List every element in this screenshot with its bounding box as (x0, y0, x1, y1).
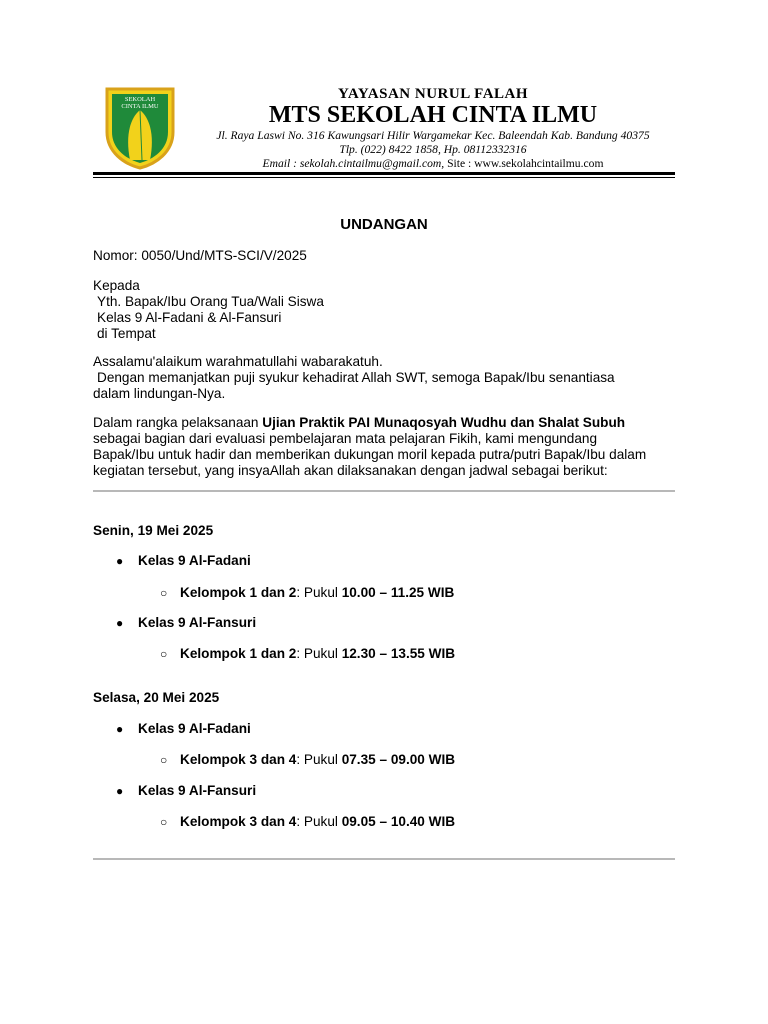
group-name: Kelompok 1 dan 2 (180, 646, 297, 661)
school-logo-shield (104, 86, 176, 170)
time-range: 07.35 – 09.00 WIB (341, 752, 456, 767)
greeting-block (93, 354, 683, 402)
bullet-circle-icon: ○ (160, 815, 168, 829)
class-name: Kelas 9 Al-Fadani (138, 721, 251, 736)
letterhead-text (190, 86, 676, 171)
body-line-1 (93, 415, 683, 431)
recipient-block (93, 278, 683, 342)
school-email: Email : sekolah.cintailmu@gmail.com, (262, 157, 445, 170)
letterhead (0, 0, 768, 185)
school-address: Jl. Raya Laswi No. 316 Kawungsari Hilir Wargamekar Kec. Baleendah Kab. Bandung 40375 (216, 129, 650, 142)
recipient-label: Kepada (93, 278, 140, 293)
divider (93, 858, 675, 860)
schedule-group-item (160, 585, 454, 600)
schedule-class-item (116, 553, 251, 568)
svg-text:CINTA ILMU: CINTA ILMU (121, 103, 159, 110)
recipient-line-2: Kelas 9 Al-Fadani & Al-Fansuri (97, 310, 282, 325)
svg-text:SEKOLAH: SEKOLAH (124, 96, 156, 103)
body-line-4: kegiatan tersebut, yang insyaAllah akan dilaksanakan dengan jadwal sebagai berikut: (93, 463, 608, 478)
letterhead-rule-thick (93, 172, 675, 175)
opening-line-2: dalam lindungan-Nya. (93, 386, 226, 401)
time-range: 10.00 – 11.25 WIB (341, 585, 455, 600)
foundation-name: YAYASAN NURUL FALAH (337, 86, 529, 102)
schedule-day: Senin, 19 Mei 2025 (93, 523, 214, 538)
schedule-day: Selasa, 20 Mei 2025 (93, 690, 220, 705)
letterhead-rule-thin (93, 177, 675, 178)
group-name: Kelompok 3 dan 4 (180, 814, 297, 829)
bullet-circle-icon: ○ (160, 647, 168, 661)
schedule-class-item (116, 721, 251, 736)
bullet-dot-icon: ● (116, 554, 124, 568)
event-name: Ujian Praktik PAI Munaqosyah Wudhu dan Shalat Subuh (262, 415, 626, 430)
class-name: Kelas 9 Al-Fadani (138, 553, 251, 568)
bullet-circle-icon: ○ (160, 753, 168, 767)
time-label: : Pukul (296, 752, 342, 767)
schedule-group-item (160, 752, 455, 767)
time-label: : Pukul (296, 814, 342, 829)
bullet-dot-icon: ● (116, 722, 124, 736)
class-name: Kelas 9 Al-Fansuri (138, 615, 257, 630)
body-line-3: Bapak/Ibu untuk hadir dan memberikan dukungan moril kepada putra/putri Bapak/Ibu dalam (93, 447, 647, 462)
bullet-dot-icon: ● (116, 784, 124, 798)
body-prefix: Dalam rangka pelaksanaan (93, 415, 263, 430)
group-name: Kelompok 3 dan 4 (180, 752, 297, 767)
school-phone: Tlp. (022) 8422 1858, Hp. 08112332316 (339, 143, 527, 156)
bullet-dot-icon: ● (116, 616, 124, 630)
group-name: Kelompok 1 dan 2 (180, 585, 297, 600)
body-paragraph (93, 415, 683, 479)
class-name: Kelas 9 Al-Fansuri (138, 783, 257, 798)
school-name: MTS SEKOLAH CINTA ILMU (268, 102, 598, 128)
school-site: Site : www.sekolahcintailmu.com (447, 157, 604, 170)
schedule-group-item (160, 814, 455, 829)
recipient-line-3: di Tempat (97, 326, 156, 341)
time-label: : Pukul (296, 646, 342, 661)
letter-number: Nomor: 0050/Und/MTS-SCI/V/2025 (93, 248, 307, 263)
schedule-class-item (116, 783, 256, 798)
time-range: 12.30 – 13.55 WIB (341, 646, 456, 661)
bullet-circle-icon: ○ (160, 586, 168, 600)
schedule-group-item (160, 646, 455, 661)
recipient-line-1: Yth. Bapak/Ibu Orang Tua/Wali Siswa (97, 294, 324, 309)
time-label: : Pukul (296, 585, 342, 600)
body-line-2: sebagai bagian dari evaluasi pembelajaran mata pelajaran Fikih, kami mengundang (93, 431, 598, 446)
school-contact (190, 157, 676, 171)
schedule-class-item (116, 615, 256, 630)
divider (93, 490, 675, 492)
letter-title: UNDANGAN (340, 216, 428, 233)
opening-line-1: Dengan memanjatkan puji syukur kehadirat Allah SWT, semoga Bapak/Ibu senantiasa (97, 370, 615, 385)
greeting: Assalamu'alaikum warahmatullahi wabarakatuh. (93, 354, 383, 369)
time-range: 09.05 – 10.40 WIB (341, 814, 456, 829)
